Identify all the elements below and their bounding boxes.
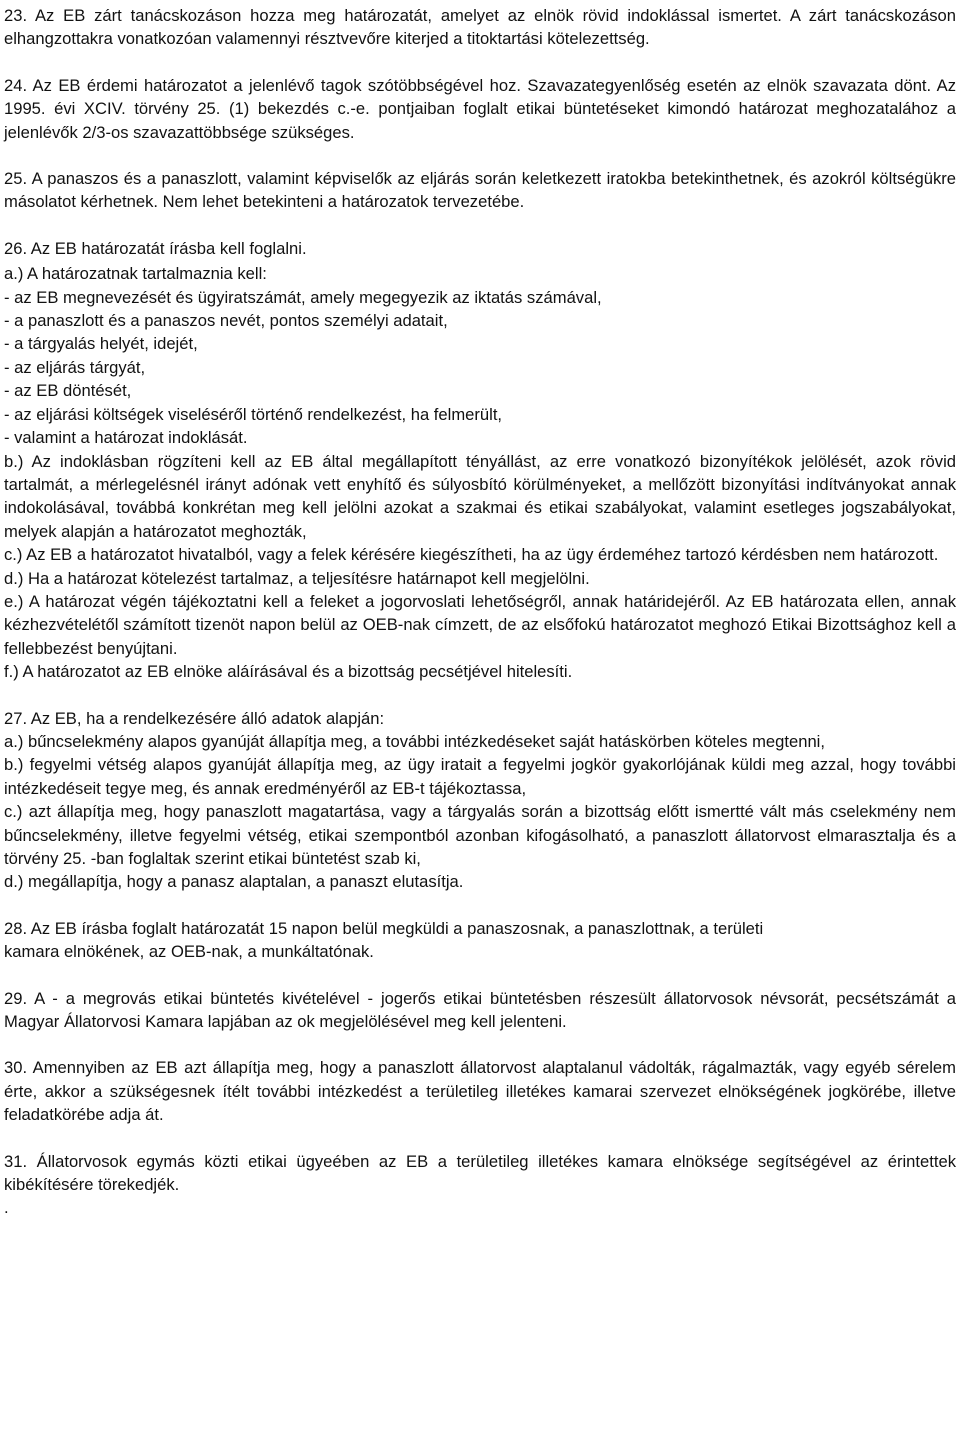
- paragraph-27-c: c.) azt állapítja meg, hogy panaszlott magatartása, vagy a tárgyalás során a bizottság előtt ismertté vált más cselekmény nem bűncselekmény, illetve fegyelmi vétség, etikai szempontból azonban kifogásolható, a panaszlott állatorvost elmarasztalja és a törvény 25. -ban foglaltak szerint etikai büntetést szab ki,: [4, 802, 956, 868]
- paragraph-27-d: d.) megállapítja, hogy a panasz alaptalan, a panaszt elutasítja.: [4, 872, 464, 892]
- list-item-26-a-6: - az eljárási költségek viseléséről történő rendelkezést, ha felmerült,: [4, 404, 503, 424]
- list-item-26-a-4: - az eljárás tárgyát,: [4, 357, 146, 377]
- paragraph-25: 25. A panaszos és a panaszlott, valamint képviselők az eljárás során keletkezett iratokba betekinthetnek, és azokról költségükre másolatot kérhetnek. Nem lehet betekinteni a határozatok tervezetébe.: [4, 169, 956, 212]
- paragraph-26-a: a.) A határozatnak tartalmaznia kell:: [4, 264, 267, 284]
- paragraph-27-a: a.) bűncselekmény alapos gyanúját állapítja meg, a további intézkedéseket saját hatáskörben köteles megtenni,: [4, 731, 825, 751]
- list-item-26-a-3: - a tárgyalás helyét, idejét,: [4, 334, 198, 354]
- list-item-26-a-2: - a panaszlott és a panaszos nevét, pontos személyi adatait,: [4, 311, 448, 331]
- paragraph-28: 28. Az EB írásba foglalt határozatát 15 napon belül megküldi a panaszosnak, a panaszlottnak, a területi: [4, 918, 764, 938]
- paragraph-26-e: e.) A határozat végén tájékoztatni kell a feleket a jogorvoslati lehetőségről, annak határidejéről. Az EB határozata ellen, annak kézhezvételétől számított tizenöt napon belül az OEB-nak címzett, de az elsőfokú határozatot meghozó Etikai Bizottsághoz kell a fellebbezést benyújtani.: [4, 591, 956, 658]
- paragraph-29: 29. A - a megrovás etikai büntetés kivételével - jogerős etikai büntetésben részesült állatorvosok névsorát, pecsétszámát a Magyar Állatorvosi Kamara lapjában az ok megjelölésével meg kell jelenteni.: [4, 988, 956, 1032]
- paragraph-31: 31. Állatorvosok egymás közti etikai ügyeében az EB a területileg illetékes kamara elnöksége segítségével az érintettek kibékítésére törekedjék.: [4, 1151, 956, 1195]
- paragraph-26: 26. Az EB határozatát írásba kell foglalni.: [4, 238, 307, 258]
- list-item-26-a-5: - az EB döntését,: [4, 381, 132, 401]
- paragraph-26-f: f.) A határozatot az EB elnöke aláírásával és a bizottság pecsétjével hitelesíti.: [4, 662, 573, 682]
- paragraph-27: 27. Az EB, ha a rendelkezésére álló adatok alapján:: [4, 708, 385, 728]
- paragraph-28-continued: kamara elnökének, az OEB-nak, a munkáltatónak.: [4, 942, 374, 962]
- paragraph-30: 30. Amennyiben az EB azt állapítja meg, hogy a panaszlott állatorvost alaptalanul vádolták, rágalmazták, vagy egyéb sérelem érte, akkor a szükségesnek ítélt további intézkedést a területileg illetékes kamarai szervezet elnökségének jogkörébe, illetve feladatkörébe adja át.: [4, 1058, 956, 1125]
- list-item-26-a-1: - az EB megnevezését és ügyiratszámát, amely megegyezik az iktatás számával,: [4, 287, 602, 307]
- trailing-period: .: [4, 1198, 9, 1218]
- paragraph-23: 23. Az EB zárt tanácskozáson hozza meg határozatát, amelyet az elnök rövid indoklással ismertet. A zárt tanácskozáson elhangzottakra vonatkozóan valamennyi résztvevőre kiterjed a titoktartási kötelezettség.: [4, 6, 956, 49]
- paragraph-26-d: d.) Ha a határozat kötelezést tartalmaz, a teljesítésre határnapot kell megjelölni.: [4, 568, 590, 588]
- list-item-26-a-7: - valamint a határozat indoklását.: [4, 428, 248, 448]
- paragraph-27-b: b.) fegyelmi vétség alapos gyanúját állapítja meg, az ügy iratait a fegyelmi jogkör gyakorlójának küldi meg azzal, hogy további intézkedéseit tegye meg, és annak eredményéről az EB-t tájékoztassa,: [4, 755, 956, 798]
- paragraph-24: 24. Az EB érdemi határozatot a jelenlévő tagok szótöbbségével hoz. Szavazategyenlőség esetén az elnök szavazata dönt. Az 1995. évi XCIV. törvény 25. (1) bekezdés c.-e. pontjaiban foglalt etikai büntetéseket kimondó határozat meghozatalához a jelenlévők 2/3-os szavazattöbbsége szükséges.: [4, 75, 956, 142]
- paragraph-26-b: b.) Az indoklásban rögzíteni kell az EB által megállapított tényállást, az erre vonatkozó bizonyítékok jelölését, azok rövid tartalmát, a mérlegelésnél irányt adónak vett enyhítő és súlyosbító körülményeket, a mellőzött bizonyítási indítványokat annak indokolásával, továbbá konkrétan meg kell jelölni azokat a szakmai és etikai szabályokat, valamint esetleges jogszabályokat, melyek alapján a határozatot meghozták,: [4, 451, 956, 541]
- paragraph-26-c: c.) Az EB a határozatot hivatalból, vagy a felek kérésére kiegészítheti, ha az ügy érdeméhez tartozó kérdésben nem határozott.: [4, 545, 939, 565]
